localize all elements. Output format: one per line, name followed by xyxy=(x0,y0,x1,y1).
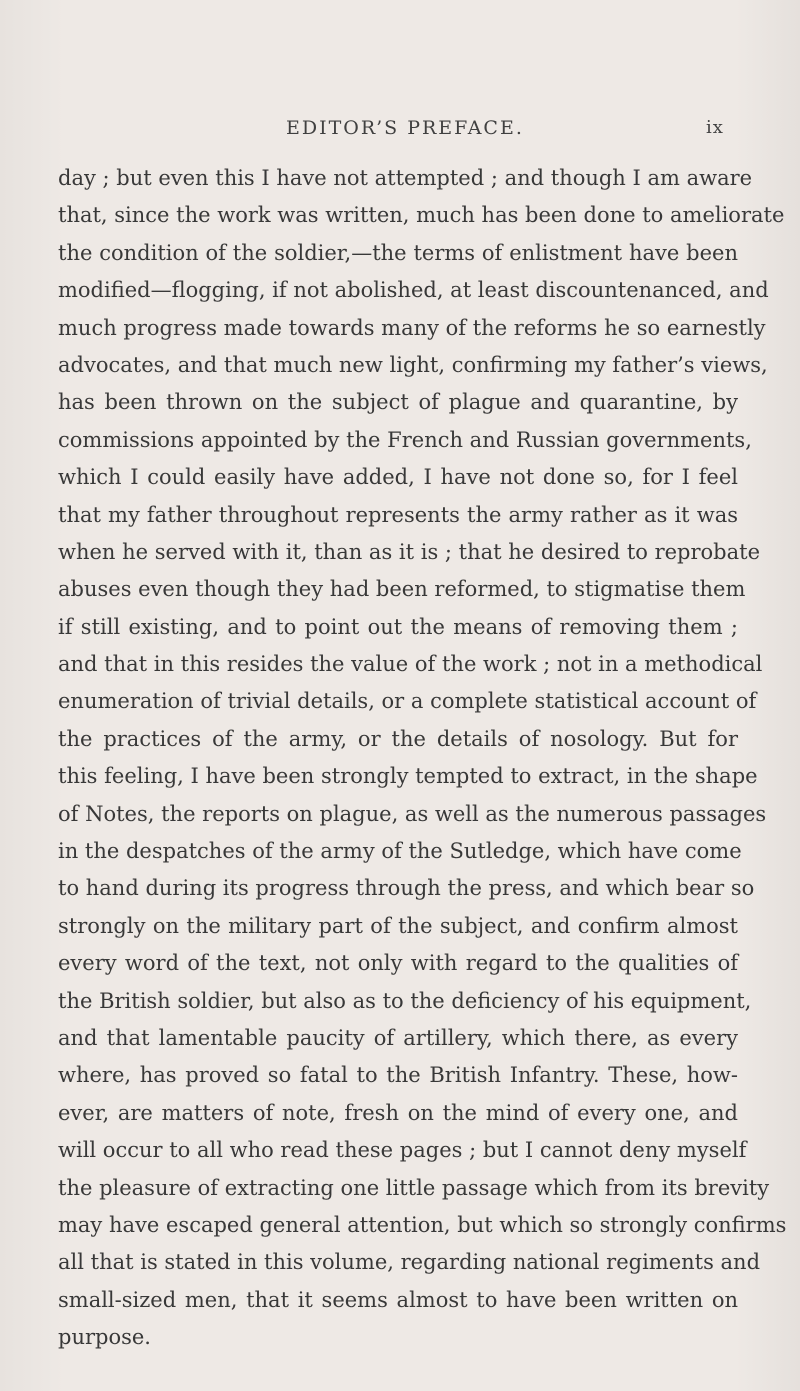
text-line: enumeration of trivial details, or a complete statistical account of xyxy=(58,689,757,714)
text-line: small-sized men, that it seems almost to have been written on xyxy=(58,1287,738,1312)
text-line: ever, are matters of note, fresh on the mind of every one, and xyxy=(58,1100,738,1125)
text-line: day ; but even this I have not attempted ; and though I am aware xyxy=(58,166,753,190)
text-line: in the despatches of the army of the Sutledge, which have come xyxy=(58,839,742,864)
text-line: of Notes, the reports on plague, as well as the numerous passages xyxy=(58,801,767,826)
text-line: will occur to all who read these pages ; but I cannot deny myself xyxy=(58,1138,747,1163)
text-line: and that lamentable paucity of artillery, which there, as every xyxy=(58,1025,738,1050)
text-line: to hand during its progress through the press, and which bear so xyxy=(58,876,755,901)
text-line: this feeling, I have been strongly tempted to extract, in the shape xyxy=(58,764,758,789)
text-line: the British soldier, but also as to the deficiency of his equipment, xyxy=(58,988,752,1013)
running-title: EDITOR’S PREFACE. xyxy=(286,117,524,139)
text-line: that my father throughout represents the army rather as it was xyxy=(58,502,738,527)
text-line: that, since the work was written, much has been done to ameliorate xyxy=(58,203,785,228)
text-line: the pleasure of extracting one little passage which from its brevity xyxy=(58,1175,770,1200)
text-line: when he served with it, than as it is ; that he desired to reprobate xyxy=(58,539,761,564)
text-line: abuses even though they had been reformed, to stigmatise them xyxy=(58,577,746,602)
text-line: all that is stated in this volume, regarding national regiments and xyxy=(58,1250,761,1275)
text-line: may have escaped general attention, but which so strongly confirms xyxy=(58,1212,787,1237)
running-head xyxy=(0,114,800,142)
text-line: the condition of the soldier,—the terms of enlistment have been xyxy=(58,240,738,265)
page-number: ix xyxy=(706,117,724,138)
text-line: where, has proved so fatal to the British Infantry. These, how- xyxy=(58,1063,738,1088)
text-line: every word of the text, not only with regard to the qualities of xyxy=(58,951,738,976)
text-line: has been thrown on the subject of plague and quarantine, by xyxy=(58,390,738,415)
text-line: much progress made towards many of the reforms he so earnestly xyxy=(58,315,766,340)
text-line: and that in this resides the value of the work ; not in a methodical xyxy=(58,652,763,677)
body-text xyxy=(58,160,787,1357)
text-line: purpose. xyxy=(58,1325,151,1350)
text-line: modified—flogging, if not abolished, at least discountenanced, and xyxy=(58,278,769,303)
text-line: the practices of the army, or the details of nosology. But for xyxy=(58,726,738,751)
text-line: if still existing, and to point out the means of removing them ; xyxy=(58,614,738,639)
text-line: which I could easily have added, I have not done so, for I feel xyxy=(58,465,738,490)
text-line: commissions appointed by the French and Russian governments, xyxy=(58,427,752,452)
text-line: strongly on the military part of the subject, and confirm almost xyxy=(58,913,738,938)
text-line: advocates, and that much new light, confirming my father’s views, xyxy=(58,352,768,377)
